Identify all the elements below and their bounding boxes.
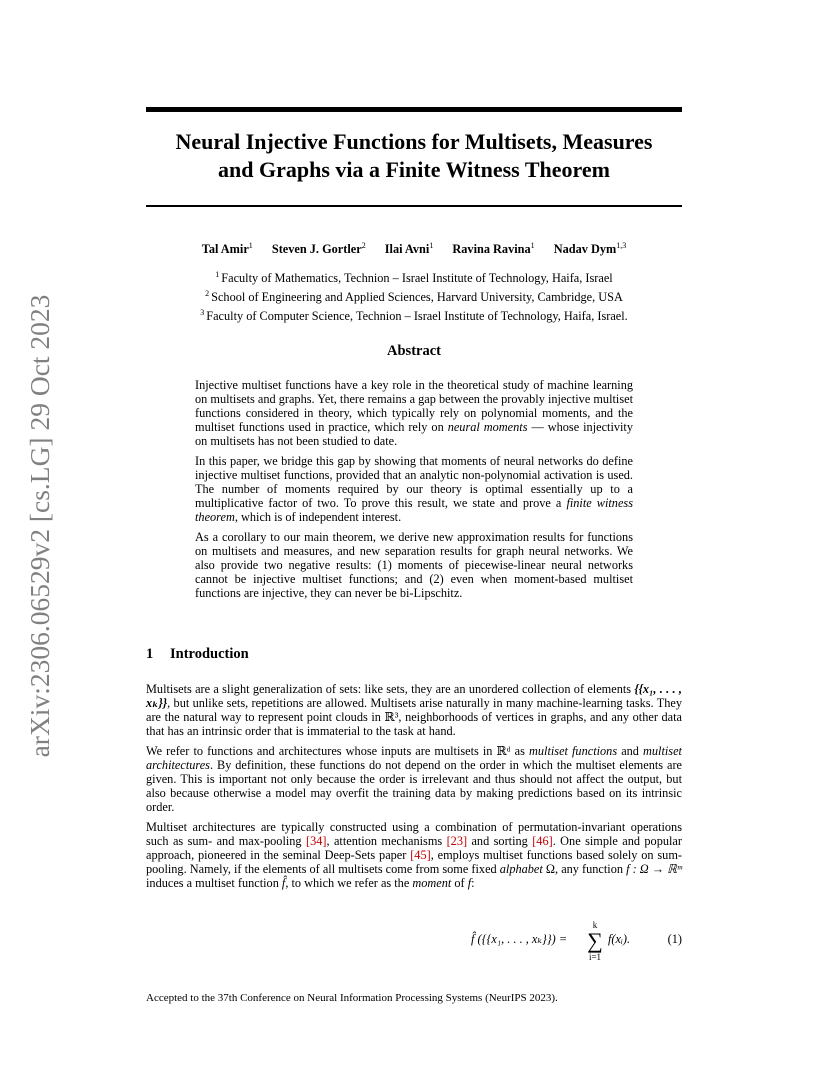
introduction-body <box>146 682 682 896</box>
title-line-1: Neural Injective Functions for Multisets, Measures <box>175 129 653 154</box>
abstract-heading: Abstract <box>387 343 441 359</box>
equation-number: (1) <box>667 932 682 946</box>
body-paragraph: We refer to functions and architectures whose inputs are multisets in ℝᵈ as multiset functions and multiset architectures. By definition, these functions do not depend on the order in which the multiset elements are given. This is important not only because the order is irrelevant and thus should not affect the output, but also because otherwise a model may overfit the training data by making predictions based on its intrinsic order. <box>146 744 682 814</box>
citation-link[interactable]: [34] <box>305 834 327 848</box>
paper-title <box>146 128 682 184</box>
conference-footnote: Accepted to the 37th Conference on Neural Information Processing Systems (NeurIPS 2023). <box>146 992 558 1004</box>
abstract-body <box>195 378 633 606</box>
abstract-paragraph: As a corollary to our main theorem, we derive new approximation results for functions on multisets and measures, and new separation results for graph neural networks. We also provide two negative results: (1) moments of piecewise-linear neural networks cannot be injective multiset functions; and (2) even when moment-based multiset functions are injective, they can never be bi-Lipschitz. <box>195 530 633 600</box>
body-paragraph: Multiset architectures are typically constructed using a combination of permutation-invariant operations such as sum- and max-pooling [34], attention mechanisms [23] and sorting [46]. One simple and popular approach, pioneered in the seminal Deep-Sets paper [45], employs multiset functions based solely on sum-pooling. Namely, if the elements of all multisets come from some fixed alphabet Ω, any function f : Ω → ℝᵐ induces a multiset function f̂, to which we refer as the moment of f: <box>146 820 682 890</box>
title-line-2: and Graphs via a Finite Witness Theorem <box>218 157 610 182</box>
affiliation: $^2$ School of Engineering and Applied Sciences, Harvard University, Cambridge, USA <box>205 289 623 304</box>
section-heading-introduction: 1 Introduction <box>146 646 249 662</box>
citation-link[interactable]: [23] <box>446 834 468 848</box>
body-paragraph: Multisets are a slight generalization of sets: like sets, they are an unordered collection of elements {{x₁, . . . , xₖ}}, but unlike sets, repetitions are allowed. Multisets arise naturally in many machine-learning tasks. They are the natural way to represent point clouds in ℝ³, neighborhoods of vertices in graphs, and any other data that has an intrinsic order that is immaterial to the task at hand. <box>146 682 682 738</box>
equation-lhs: f̂ ({{x₁, . . . , xₖ}}) = <box>471 932 568 946</box>
abstract-paragraph: In this paper, we bridge this gap by showing that moments of neural networks do define injective multiset functions, provided that an analytic non-polynomial activation is used. The number of moments required by our theory is optimal essentially up to a multiplicative factor of two. To prove this result, we state and prove a finite witness theorem, which is of independent interest. <box>195 454 633 524</box>
author: Nadav Dym$^{1,3}$ <box>553 241 627 256</box>
title-top-rule <box>146 107 682 112</box>
author: Steven J. Gortler$^2$ <box>271 241 366 256</box>
author: Ilai Avni$^1$ <box>384 241 434 256</box>
citation-link[interactable]: [45] <box>410 848 431 862</box>
affiliation: $^3$ Faculty of Computer Science, Technion – Israel Institute of Technology, Haifa, Israel. <box>200 308 628 323</box>
affiliation-list <box>146 267 682 324</box>
author: Ravina Ravina$^1$ <box>452 241 535 256</box>
abstract-paragraph: Injective multiset functions have a key role in the theoretical study of machine learning on multisets and graphs. Yet, there remains a gap between the provably injective multiset functions considered in theory, which typically rely on polynomial moments, and the multiset functions used in practice, which rely on neural moments — whose injectivity on multisets has not been studied to date. <box>195 378 633 448</box>
equation-rhs: f(xᵢ). <box>608 932 631 946</box>
author: Tal Amir$^1$ <box>201 241 253 256</box>
summation: k ∑ i=1 <box>587 920 603 962</box>
author-list <box>146 241 682 257</box>
arxiv-identifier-stamp: arXiv:2306.06529v2 [cs.LG] 29 Oct 2023 <box>24 294 55 758</box>
affiliation: $^1$ Faculty of Mathematics, Technion – Israel Institute of Technology, Haifa, Israel <box>215 270 613 285</box>
citation-link[interactable]: [46] <box>532 834 553 848</box>
equation-1 <box>146 920 682 966</box>
title-bottom-rule <box>146 205 682 207</box>
